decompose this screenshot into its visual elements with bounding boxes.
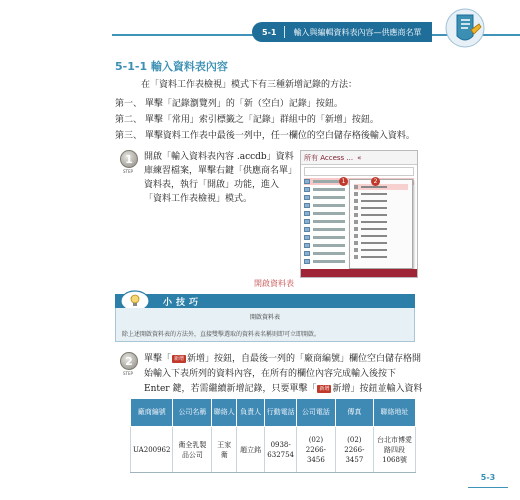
table-icon [304, 211, 310, 216]
table-header-cell: 負責人 [237, 399, 265, 427]
table-cell: 趙立銘 [237, 427, 265, 473]
data-table [130, 398, 416, 473]
table-icon [304, 203, 310, 208]
table-cell: 王家衛 [212, 427, 237, 473]
method-item: 第一、 單擊「記錄瀏覽列」的「新（空白）記錄」按鈕。 [115, 99, 343, 109]
table-icon [304, 187, 310, 192]
table-cell: 0938-632754 [265, 427, 297, 473]
table-header-cell: 聯絡人 [212, 399, 237, 427]
context-menu-item [354, 240, 408, 246]
access-screenshot [300, 150, 418, 278]
figure-caption: 開啟資料表 [254, 279, 294, 288]
table-icon [304, 251, 310, 256]
table-cell: UA200962 [131, 427, 173, 473]
table-icon [304, 243, 310, 248]
table-cell: 衛全乳製品公司 [173, 427, 212, 473]
chevron-icon: « [357, 153, 362, 162]
table-icon [304, 227, 310, 232]
context-menu-item [354, 191, 408, 197]
page-number: 5-3 [468, 470, 508, 488]
nav-pane-header [301, 151, 417, 165]
step-label: STEP [123, 169, 133, 174]
step2-text-part: 新增」按鈕，自最後一列的「廠商編號」欄位空白儲存格開始輸入下表所列的資料內容，在所有的欄位內容完成輸入後按下 Enter 鍵，若需繼續新增記錄，只要單擊「 [144, 354, 422, 394]
context-menu-item [354, 233, 408, 239]
step-label: STEP [123, 371, 133, 376]
table-row [131, 427, 416, 473]
step2-text-part: 新增」按鈕並輸入資料 [332, 384, 423, 394]
context-menu-item [354, 205, 408, 211]
table-header-cell: 公司電話 [297, 399, 335, 427]
table-header-cell: 傳真 [335, 399, 373, 427]
header-section-pill [252, 22, 432, 42]
shield-document-icon [443, 6, 487, 50]
table-cell: 台北市博愛路四段1068號 [374, 427, 416, 473]
table-cell: (02) 2266-3457 [335, 427, 373, 473]
context-menu-item [354, 184, 408, 190]
table-icon [304, 259, 310, 264]
header-section-title: 輸入與編輯資料表內容—供應商名單 [293, 27, 422, 37]
table-header-row [131, 399, 416, 427]
step2-text-part: 單擊「 [144, 354, 172, 364]
table-icon [304, 219, 310, 224]
new-record-button-icon: 新增 [174, 355, 185, 362]
table-header-cell: 聯絡地址 [374, 399, 416, 427]
context-menu [349, 179, 413, 269]
new-record-button-icon: 新增 [319, 385, 330, 392]
context-menu-item [354, 247, 408, 253]
method-item: 第三、 單擊資料工作表中最後一列中，任一欄位的空白儲存格後輸入資料。 [115, 131, 415, 141]
context-menu-item [354, 198, 408, 204]
step-badge: 1 [120, 150, 138, 168]
tip-title: 開啟資料表 [249, 314, 280, 321]
table-icon [304, 195, 310, 200]
intro-paragraph: 在「資料工作表檢視」模式下有三種新增記錄的方法： [141, 80, 358, 90]
context-menu-item [354, 226, 408, 232]
step-badge: 2 [120, 352, 138, 370]
table-header-cell: 行動電話 [265, 399, 297, 427]
table-cell: (02) 2266-3456 [297, 427, 335, 473]
status-bar [301, 269, 417, 277]
table-icon [304, 179, 310, 184]
header-section-number: 5-1 [262, 27, 277, 37]
section-title: 5-1-1 輸入資料表內容 [115, 60, 228, 73]
context-menu-item [354, 254, 408, 260]
tip-header: 小技巧 [115, 294, 415, 308]
context-menu-item [354, 212, 408, 218]
nav-search-box [304, 167, 414, 176]
tip-text: 除上述開啟資料表的方法外，直接雙擊選取的資料表名稱則即可立即開啟。 [122, 331, 321, 338]
table-icon [304, 235, 310, 240]
callout-bubble: 2 [371, 177, 380, 186]
callout-bubble: 1 [339, 177, 348, 186]
table-header-cell: 廠商編號 [131, 399, 173, 427]
table-header-cell: 公司名稱 [173, 399, 212, 427]
tip-box [115, 308, 415, 342]
method-item: 第二、 單擊「常用」索引標籤之「記錄」群組中的「新增」按鈕。 [115, 115, 379, 125]
header-separator [284, 26, 285, 38]
context-menu-item [354, 219, 408, 225]
step1-text: 開啟「輸入資料表內容 .accdb」資料庫練習檔案，單擊右鍵「供應商名單」資料表，執行「開啟」功能，進入「資料工作表檢視」模式。 [144, 152, 294, 204]
nav-pane-title: 所有 Access ... [304, 153, 354, 162]
